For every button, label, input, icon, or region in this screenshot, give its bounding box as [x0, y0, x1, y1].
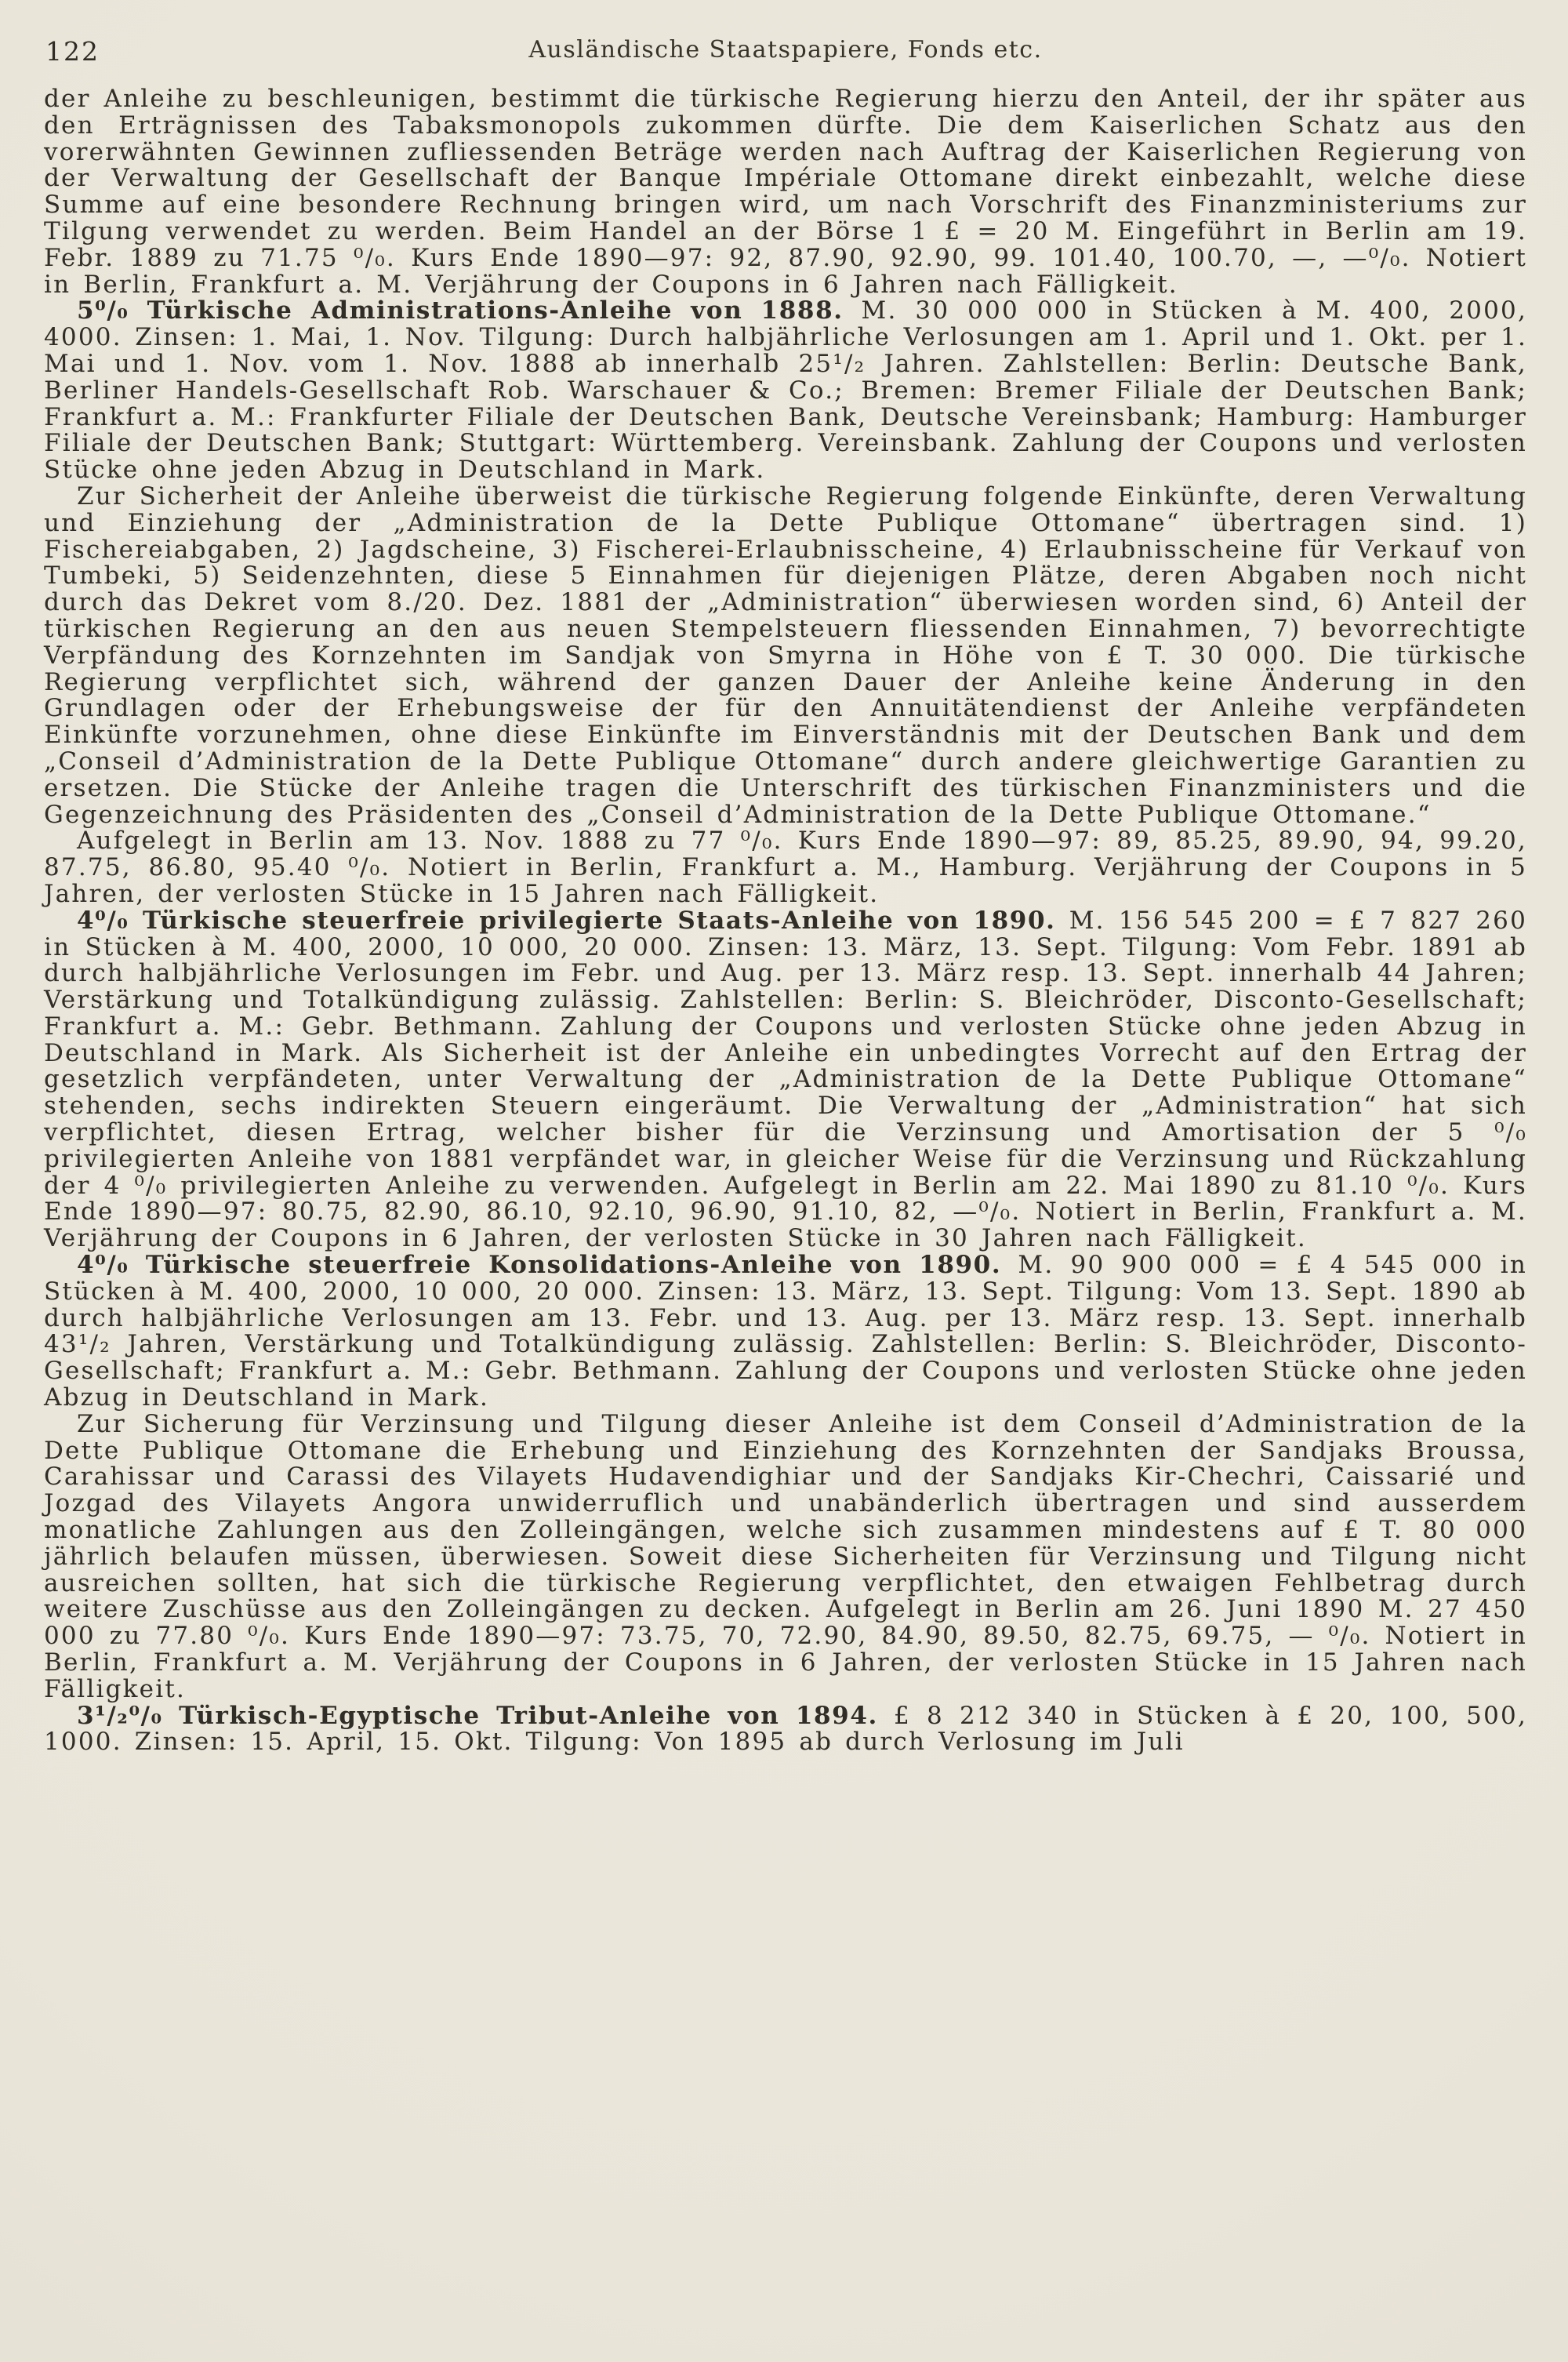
paragraph: [44, 1252, 1527, 1412]
paragraph: [44, 86, 1527, 298]
paragraph-text: £ 8 212 340 in Stücken à £ 20, 100, 500, 1000. Zinsen: 15. April, 15. Okt. Tilgung: Von 1895 ab durch Verlosung im Juli: [44, 1701, 1528, 1757]
paragraph: [44, 1703, 1527, 1757]
paragraph: [44, 828, 1527, 907]
running-head: Ausländische Staatspapiere, Fonds etc.: [528, 36, 1043, 64]
paragraph: [44, 1409, 1527, 1703]
paragraph-text: Aufgelegt in Berlin am 13. Nov. 1888 zu 77 ⁰/₀. Kurs Ende 1890—97: 89, 85.25, 89.90, 94, 99.20, 87.75, 86.80, 95.40 ⁰/₀. Notiert in Berlin, Frankfurt a. M., Hamburg. Verjährung der Coupons in 5 Jahren, der verlosten Stücke in 15 Jahren nach Fälligkeit.: [44, 827, 1527, 908]
paragraph-text: der Anleihe zu beschleunigen, bestimmt die türkische Regierung hierzu den Anteil, der ihr später aus den Erträgnissen des Tabaksmonopols zukommen dürfte. Die dem Kaiserlichen Schatz aus den vorerwähnten Gewinnen zufliessenden Beträge werden nach Auftrag der Kaiserlichen Regierung von der Verwaltung der Gesellschaft der Banque Impériale Ottomane direkt einbezahlt, welche diese Summe auf eine besondere Rechnung bringen wird, um nach Vorschrift des Finanzministeriums zur Tilgung verwendet zu werden. Beim Handel an der Börse 1 £ = 20 M. Eingeführt in Berlin am 19. Febr. 1889 zu 71.75 ⁰/₀. Kurs Ende 1890—97: 92, 87.90, 92.90, 99. 101.40, 100.70, —, —⁰/₀. Notiert in Berlin, Frankfurt a. M. Verjährung der Coupons in 6 Jahren nach Fälligkeit.: [44, 85, 1527, 299]
paragraph-text: Zur Sicherheit der Anleihe überweist die türkische Regierung folgende Einkünfte, deren Verwaltung und Einziehung der „Administration de la Dette Publique Ottomane“ übertragen sind. 1) Fischereiabgaben, 2) Jagdscheine, 3) Fischerei-Erlaubnisscheine, 4) Erlaubnisscheine für Verkauf von Tumbeki, 5) Seidenzehnten, diese 5 Einnahmen für diejenigen Plätze, deren Abgaben noch nicht durch das Dekret vom 8./20. Dez. 1881 der „Administration“ überwiesen worden sind, 6) Anteil der türkischen Regierung an den aus neuen Stempelsteuern fliessenden Einnahmen, 7) bevorrechtigte Verpfändung des Kornzehnten im Sandjak von Smyrna in Höhe von £ T. 30 000. Die türkische Regierung verpflichtet sich, während der ganzen Dauer der Anleihe keine Änderung in den Grundlagen oder der Erhebungsweise der für den Annuitätendienst der Anleihe verpfändeten Einkünfte vorzunehmen, ohne diese Einkünfte im Einverständnis mit der Deutschen Bank und dem „Conseil d’Administration de la Dette Publique Ottomane“ durch andere gleichwertige Garantien zu ersetzen. Die Stücke der Anleihe tragen die Unterschrift des türkischen Finanzministers und die Gegenzeichnung des Präsidenten des „Conseil d’Administration de la Dette Publique Ottomane.“: [44, 481, 1527, 829]
paragraph-text: M. 90 900 000 = £ 4 545 000 in Stücken à M. 400, 2000, 10 000, 20 000. Zinsen: 13. März, 13. Sept. Tilgung: Vom 13. Sept. 1890 ab durch halbjährliche Verlosungen am 13. Febr. und 13. Aug. per 13. März resp. 13. Sept. innerhalb 43¹/₂ Jahren, Verstärkung und Totalkündigung zulässig. Zahlstellen: Berlin: S. Bleichröder, Disconto-Gesellschaft; Frankfurt a. M.: Gebr. Bethmann. Zahlung der Coupons und verlosten Stücke ohne jeden Abzug in Deutschland in Mark.: [44, 1251, 1527, 1412]
bond-title: 3¹/₂⁰/₀ Türkisch-Egyptische Tribut-Anleihe von 1894.: [77, 1701, 878, 1730]
paragraph-text: M. 156 545 200 = £ 7 827 260 in Stücken à M. 400, 2000, 10 000, 20 000. Zinsen: 13. März, 13. Sept. Tilgung: Vom Febr. 1891 ab durch halbjährliche Verlosungen im Febr. und Aug. per 13. März resp. 13. Sept. innerhalb 44 Jahren; Verstärkung und Totalkündigung zulässig. Zahlstellen: Berlin: S. Bleichröder, Disconto-Gesellschaft; Frankfurt a. M.: Gebr. Bethmann. Zahlung der Coupons und verlosten Stücke ohne jeden Abzug in Deutschland in Mark. Als Sicherheit ist der Anleihe ein unbedingtes Vorrecht auf den Ertrag der gesetzlich verpfändeten, unter Verwaltung der „Administration de la Dette Publique Ottomane“ stehenden, sechs indirekten Steuern eingeräumt. Die Verwaltung der „Administration“ hat sich verpflichtet, diesen Ertrag, welcher bisher für die Verzinsung und Amortisation der 5 ⁰/₀ privilegierten Anleihe von 1881 verpfändet war, in gleicher Weise für die Verzinsung und Rückzahlung der 4 ⁰/₀ privilegierten Anleihe zu verwenden. Aufgelegt in Berlin am 22. Mai 1890 zu 81.10 ⁰/₀. Kurs Ende 1890—97: 80.75, 82.90, 86.10, 92.10, 96.90, 91.10, 82, —⁰/₀. Notiert in Berlin, Frankfurt a. M. Verjährung der Coupons in 6 Jahren, der verlosten Stücke in 30 Jahren nach Fälligkeit.: [44, 906, 1528, 1253]
page-header: [44, 36, 1527, 69]
page-body: [44, 86, 1527, 1756]
paragraph: [44, 481, 1527, 829]
paragraph-text: M. 30 000 000 in Stücken à M. 400, 2000, 4000. Zinsen: 1. Mai, 1. Nov. Tilgung: Durch halbjährliche Verlosungen am 1. April und 1. Okt. per 1. Mai und 1. Nov. vom 1. Nov. 1888 ab innerhalb 25¹/₂ Jahren. Zahlstellen: Berlin: Deutsche Bank, Berliner Handels-Gesellschaft Rob. Warschauer & Co.; Bremen: Bremer Filiale der Deutschen Bank; Frankfurt a. M.: Frankfurter Filiale der Deutschen Bank, Deutsche Vereinsbank; Hamburg: Hamburger Filiale der Deutschen Bank; Stuttgart: Württemberg. Vereinsbank. Zahlung der Coupons und verlosten Stücke ohne jeden Abzug in Deutschland in Mark.: [44, 296, 1528, 485]
page-number: 122: [45, 36, 100, 67]
paragraph: [44, 908, 1527, 1252]
bond-title: 4⁰/₀ Türkische steuerfreie privilegierte Staats-Anleihe von 1890.: [77, 906, 1056, 935]
bond-title: 5⁰/₀ Türkische Administrations-Anleihe von 1888.: [77, 296, 844, 325]
paragraph: [44, 298, 1527, 484]
paragraph-text: Zur Sicherung für Verzinsung und Tilgung dieser Anleihe ist dem Conseil d’Administration de la Dette Publique Ottomane die Erhebung und Einziehung des Kornzehnten der Sandjaks Broussa, Carahissar und Carassi des Vilayets Hudavendighiar und der Sandjaks Kir-Chechri, Caissarié und Jozgad des Vilayets Angora unwiderruflich und unabänderlich übertragen und sind ausserdem monatliche Zahlungen aus den Zolleingängen, welche sich zusammen mindestens auf £ T. 80 000 jährlich belaufen müssen, überwiesen. Soweit diese Sicherheiten für Verzinsung und Tilgung nicht ausreichen sollten, hat sich die türkische Regierung verpflichtet, den etwaigen Fehlbetrag durch weitere Zuschüsse aus den Zolleingängen zu decken. Aufgelegt in Berlin am 26. Juni 1890 M. 27 450 000 zu 77.80 ⁰/₀. Kurs Ende 1890—97: 73.75, 70, 72.90, 84.90, 89.50, 82.75, 69.75, — ⁰/₀. Notiert in Berlin, Frankfurt a. M. Verjährung der Coupons in 6 Jahren, der verlosten Stücke in 15 Jahren nach Fälligkeit.: [44, 1409, 1527, 1703]
bond-title: 4⁰/₀ Türkische steuerfreie Konsolidations-Anleihe von 1890.: [77, 1251, 1002, 1280]
